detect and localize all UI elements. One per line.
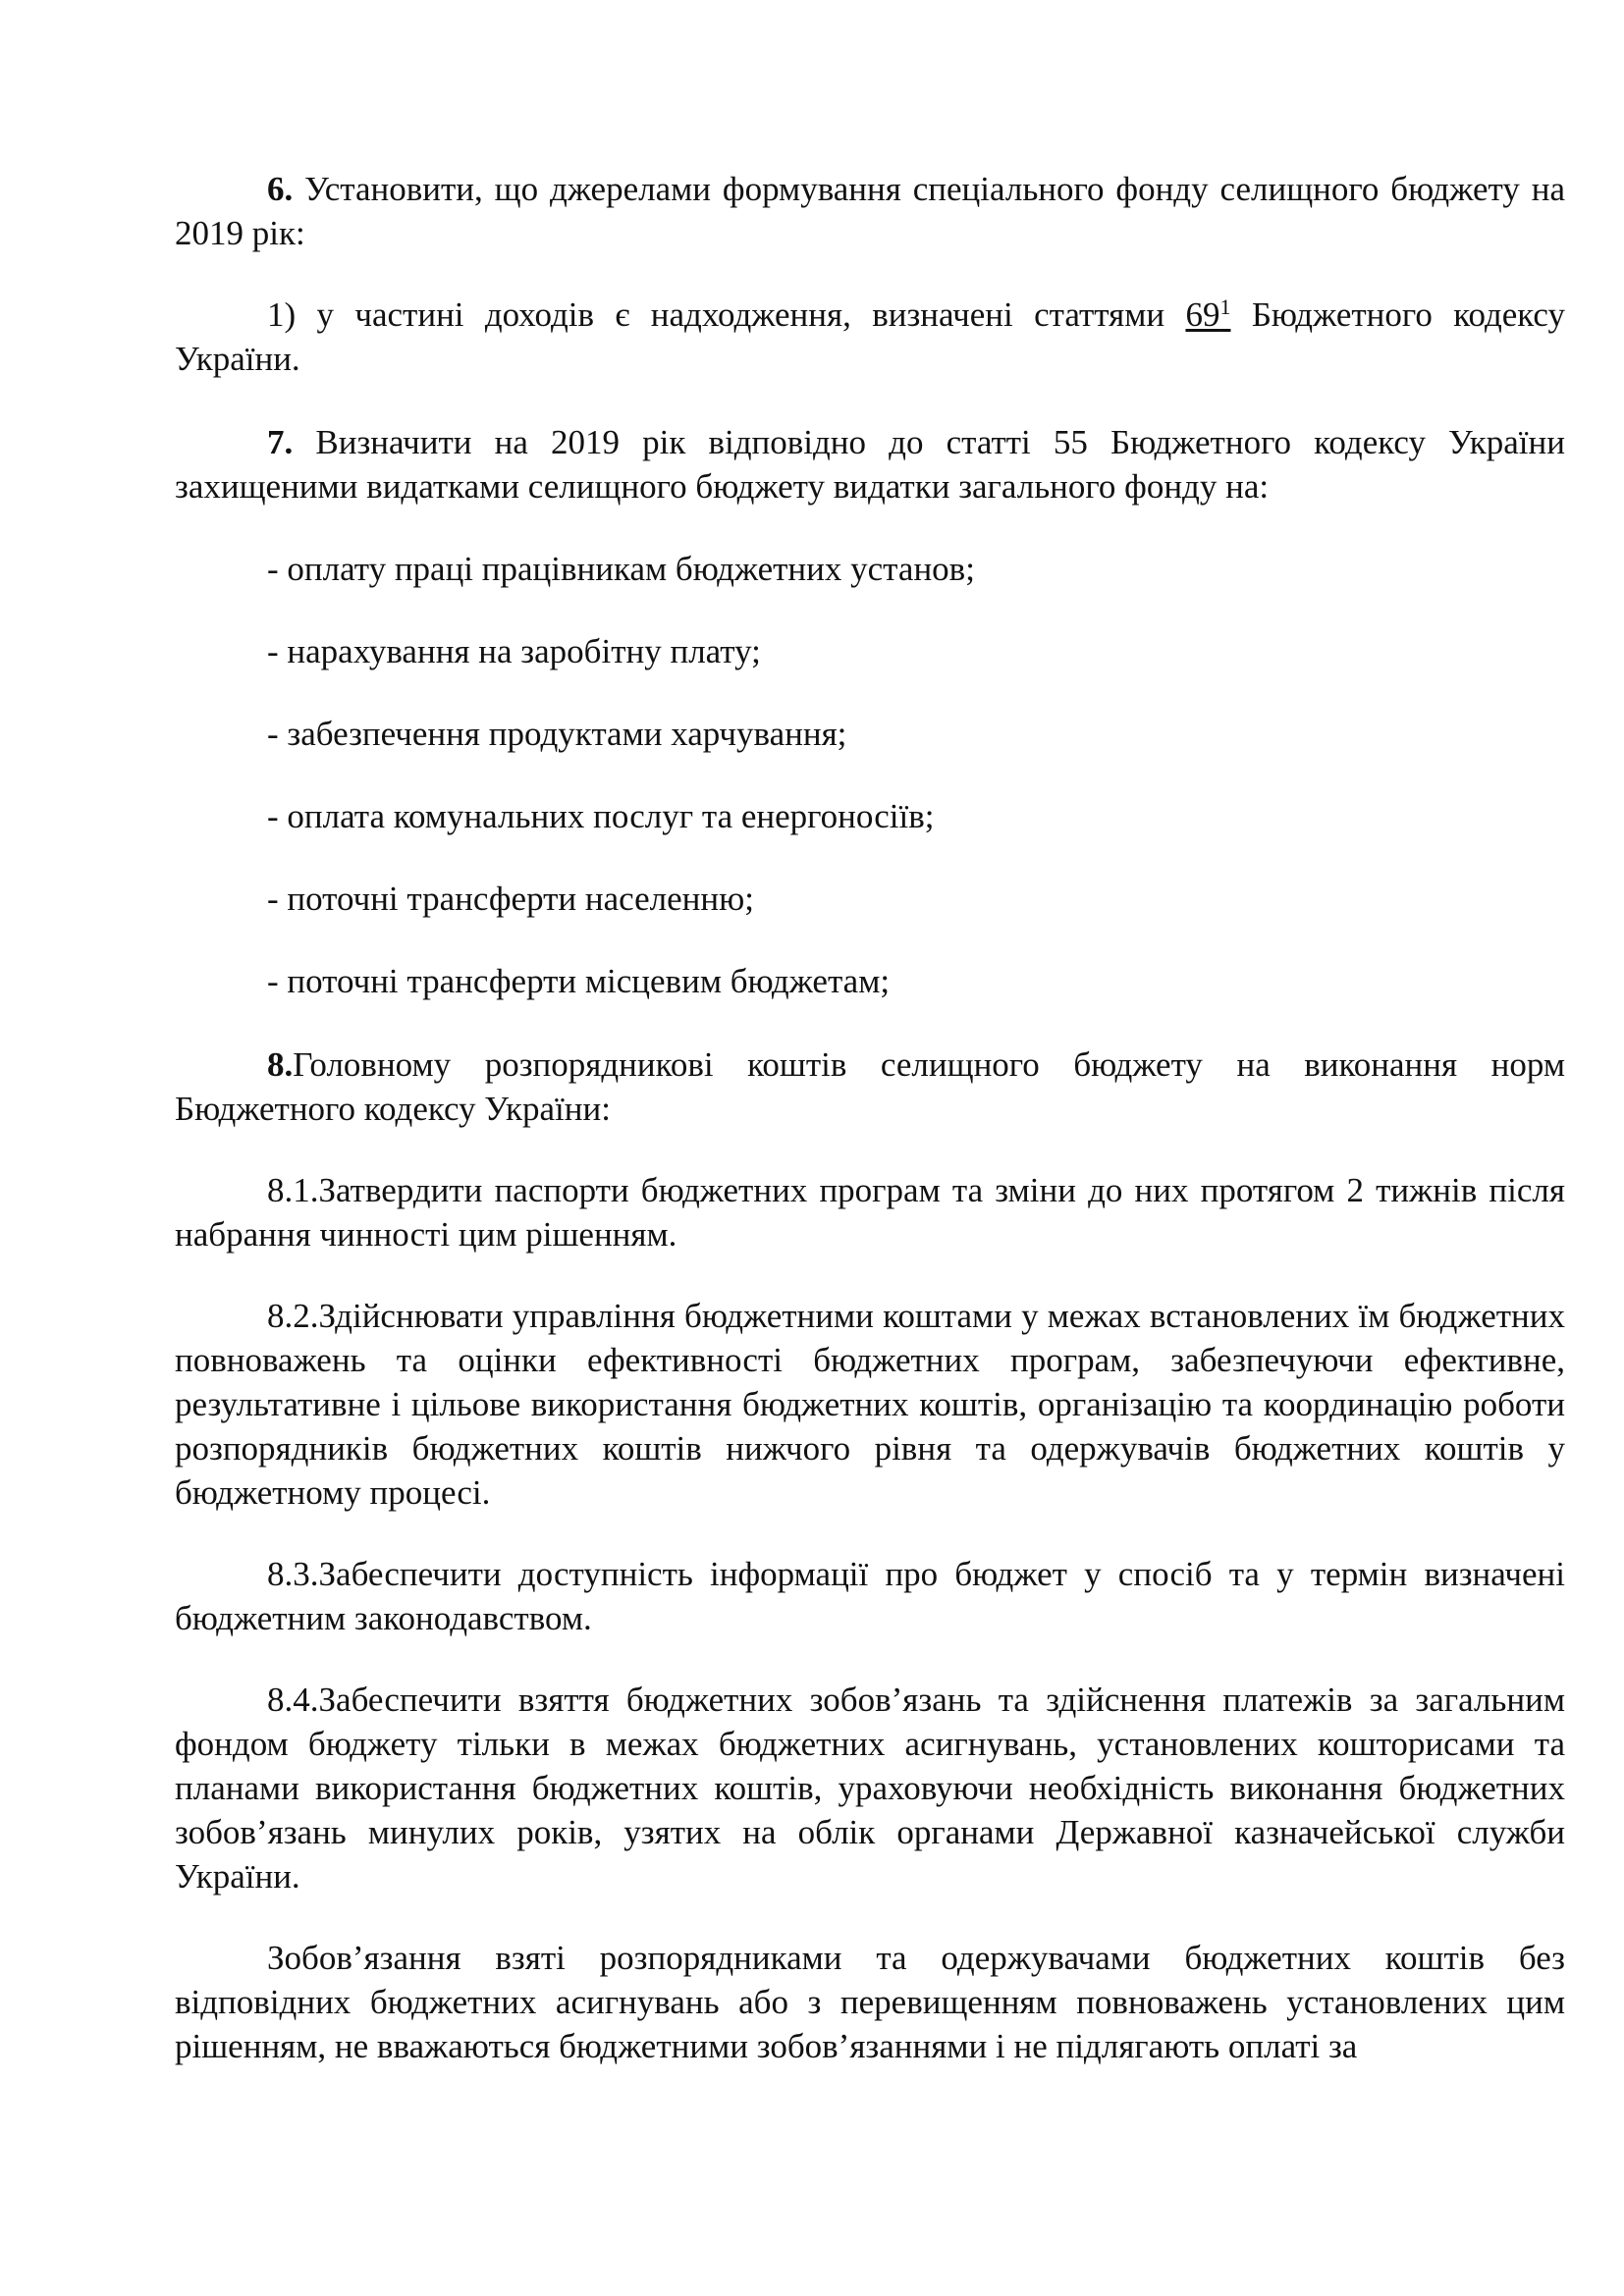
- section-7-paragraph: [175, 420, 1565, 508]
- protected-expense-item: - поточні трансферти населенню;: [267, 880, 754, 918]
- section-8-1-paragraph: 8.1.Затвердити паспорти бюджетних програм та зміни до них протягом 2 тижнів після набрання чинності цим рішенням.: [175, 1171, 1565, 1254]
- article-reference-superscript: 1: [1219, 294, 1231, 319]
- article-reference-link[interactable]: [1185, 295, 1230, 334]
- protected-expense-item: - оплата комунальних послуг та енергоносіїв;: [267, 797, 935, 835]
- section-7-text: Визначити на 2019 рік відповідно до статті 55 Бюджетного кодексу України захищеними видатками селищного бюджету видатки загального фонду на:: [175, 423, 1565, 506]
- document-body: [175, 167, 1565, 2068]
- article-reference-number: 69: [1185, 295, 1220, 334]
- section-8-paragraph: [175, 1042, 1565, 1131]
- section-8-4-paragraph: 8.4.Забеспечити взяття бюджетних зобов’язань та здійснення платежів за загальним фондом бюджету тільки в межах бюджетних асигнувань, установлених кошторисами та планами використання бюджетних коштів, ураховуючи необхідність виконання бюджетних зобов’язань минулих років, узятих на облік органами Державної казначейської служби України.: [175, 1681, 1565, 1896]
- section-6-number: 6.: [267, 170, 294, 208]
- section-6-text: Установити, що джерелами формування спеціального фонду селищного бюджету на 2019 рік:: [175, 170, 1565, 252]
- section-8-3-paragraph: 8.3.Забеспечити доступність інформації про бюджет у спосіб та у термін визначені бюджетним законодавством.: [175, 1555, 1565, 1637]
- section-6-item-1-tail: Бюджетного кодексу України.: [175, 295, 1565, 378]
- section-6-paragraph: [175, 167, 1565, 255]
- section-8-number: 8.: [267, 1045, 294, 1084]
- protected-expense-item: - поточні трансферти місцевим бюджетам;: [267, 962, 891, 1000]
- protected-expense-item: - забезпечення продуктами харчування;: [267, 715, 847, 753]
- section-8-text: Головному розпорядникові коштів селищного бюджету на виконання норм Бюджетного кодексу України:: [175, 1045, 1565, 1128]
- protected-expense-item: - оплату праці працівникам бюджетних установ;: [267, 550, 975, 588]
- section-6-item-1-text: 1) у частині доходів є надходження, визначені статтями: [267, 295, 1186, 334]
- section-7-number: 7.: [267, 423, 294, 461]
- section-6-item-1: [175, 293, 1565, 381]
- section-8-2-paragraph: 8.2.Здійснювати управління бюджетними коштами у межах встановлених їм бюджетних повноважень та оцінки ефективності бюджетних програм, забезпечуючи ефективне, результативне і цільове використання бюджетних коштів, організацію та координацію роботи розпорядників бюджетних коштів нижчого рівня та одержувачів бюджетних коштів у бюджетному процесі.: [175, 1297, 1565, 1512]
- obligations-paragraph: Зобов’язання взяті розпорядниками та одержувачами бюджетних коштів без відповідних бюджетних асигнувань або з перевищенням повноважень установлених цим рішенням, не вважаються бюджетними зобов’язаннями і не підлягають оплаті за: [175, 1939, 1565, 2065]
- protected-expense-item: - нарахування на заробітну плату;: [267, 632, 761, 670]
